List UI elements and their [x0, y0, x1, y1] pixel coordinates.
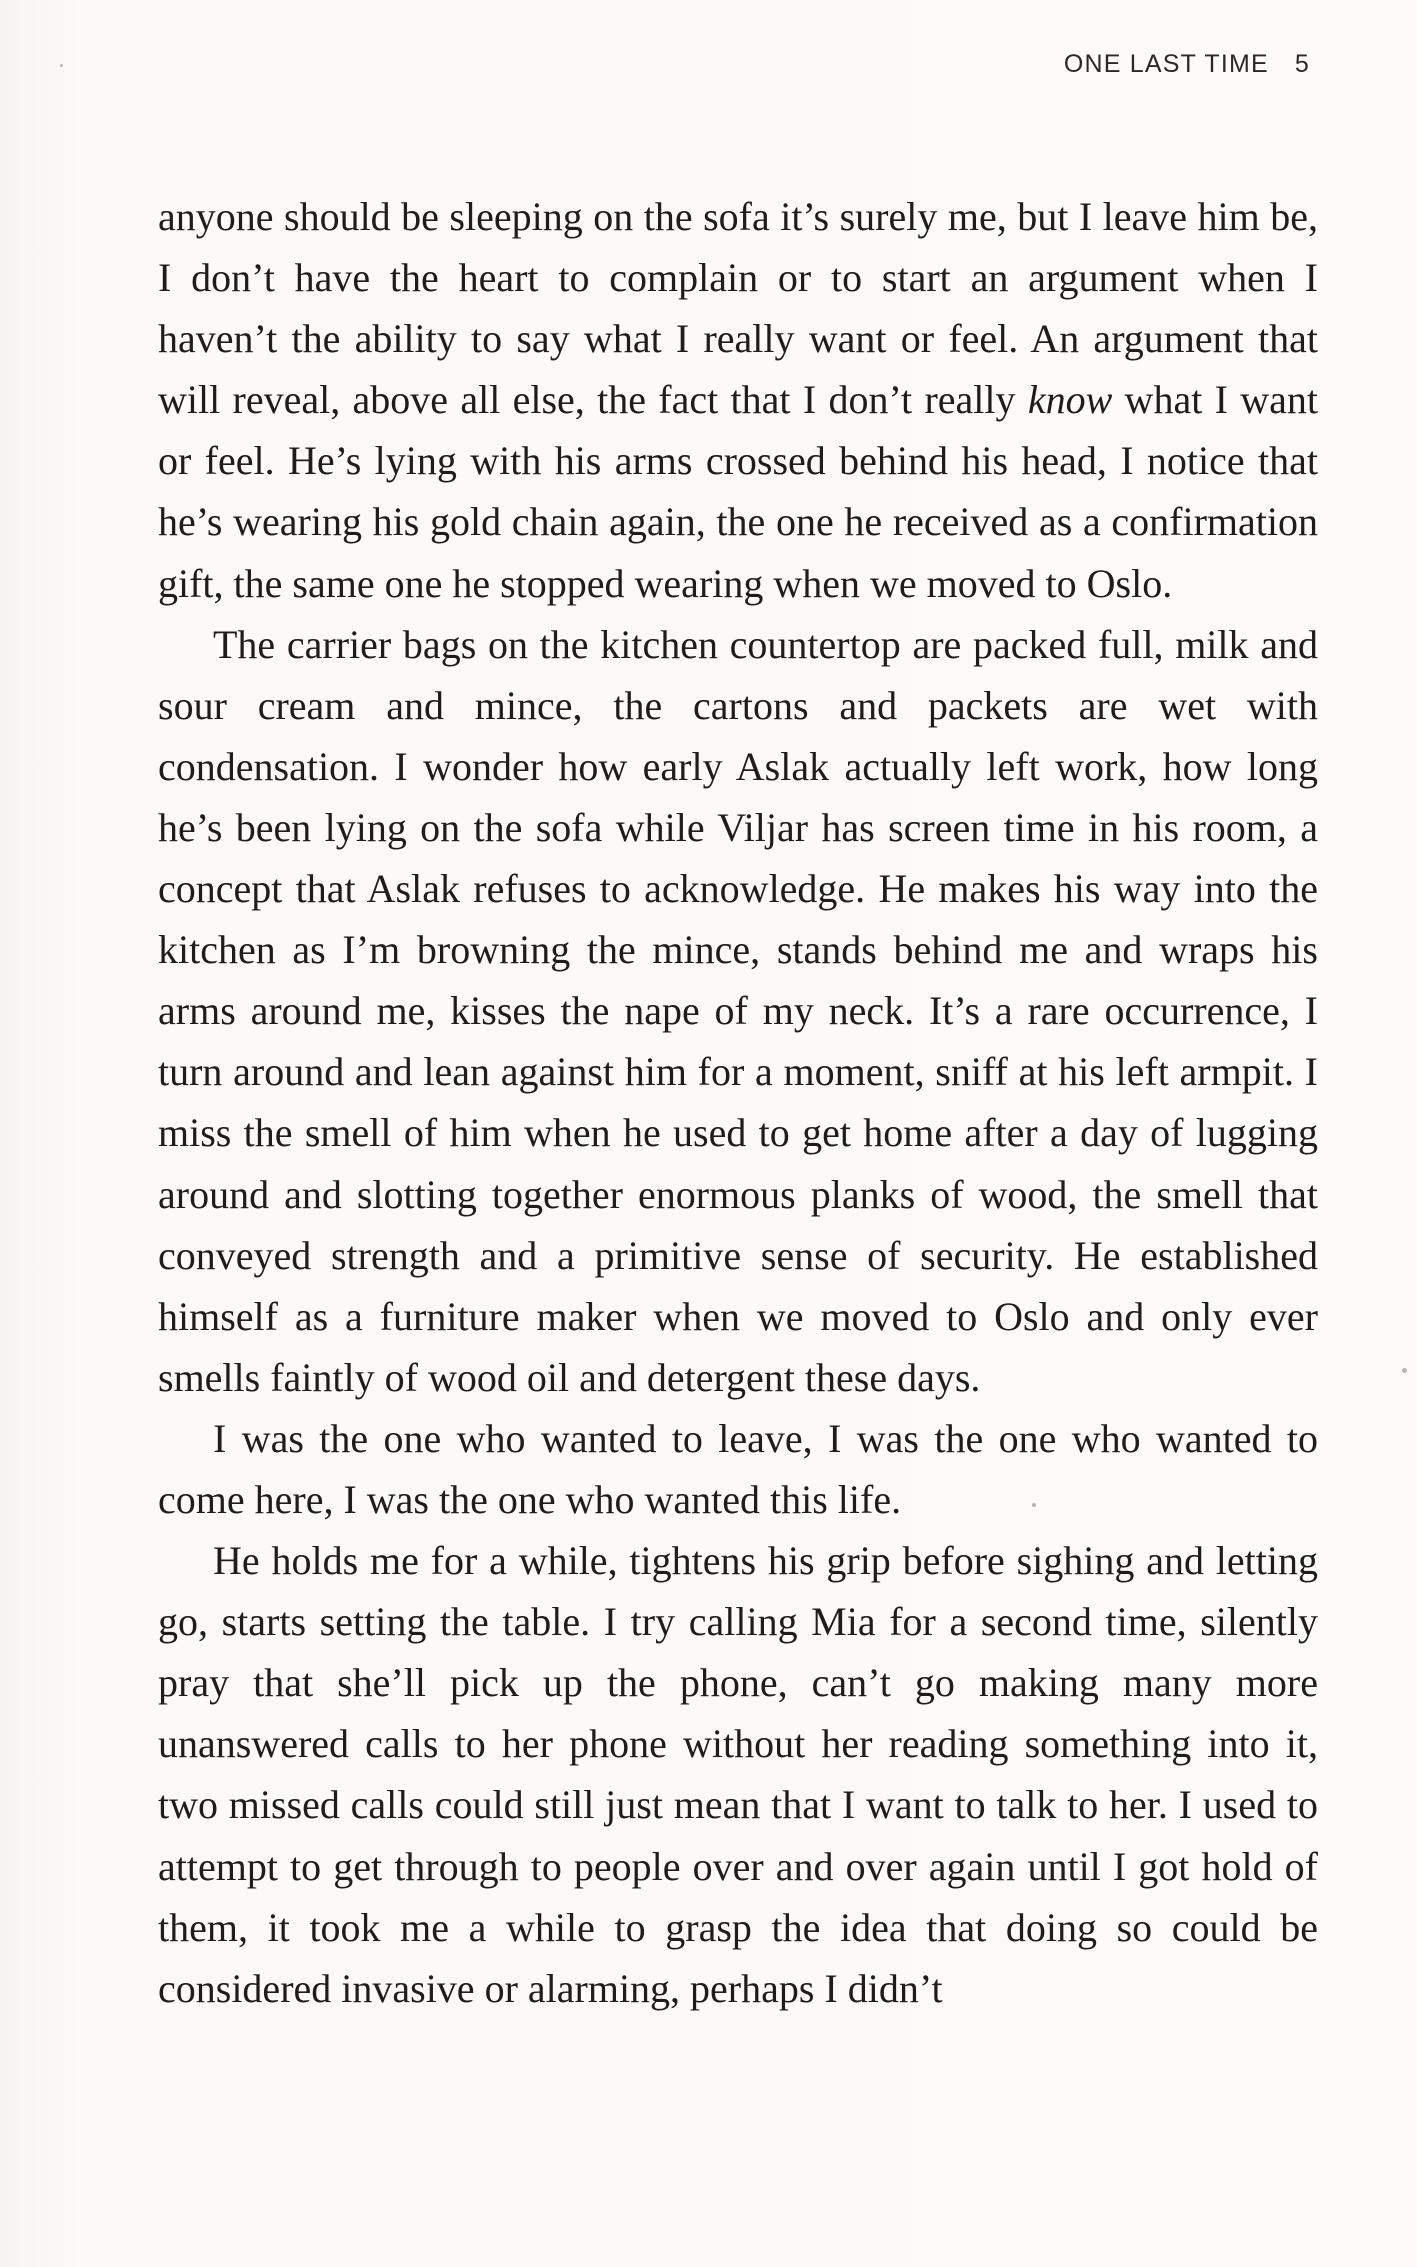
- paragraph-1-start: anyone should be sleeping on the sofa it’s surely me, but I leave him be, I don’t have the heart to complain or to start an argument when I haven’t the ability to say what I really want or feel. An argument that will reveal, above all else, the fact that I don’t really: [158, 194, 1318, 423]
- body-text: [158, 186, 1318, 2019]
- paragraph-4: He holds me for a while, tightens his grip before sighing and letting go, starts setting the table. I try calling Mia for a second time, silently pray that she’ll pick up the phone, can’t go making many more unanswered calls to her phone without her reading something into it, two missed calls could still just mean that I want to talk to her. I used to attempt to get through to people over and over again until I got hold of them, it took me a while to grasp the idea that doing so could be considered invasive or alarming, perhaps I didn’t: [158, 1538, 1318, 2011]
- paper-speck: [1402, 1368, 1407, 1373]
- paragraph-1-end: what I want or feel. He’s lying with his arms crossed behind his head, I notice that he’s wearing his gold chain again, the one he received as a confirmation gift, the same one he stopped wearing when we moved to Oslo.: [158, 377, 1318, 606]
- paragraph-3: I was the one who wanted to leave, I was the one who wanted to come here, I was the one who wanted this life.: [158, 1415, 1318, 1522]
- running-header: [1064, 50, 1310, 79]
- paragraph-1: [158, 186, 1318, 614]
- paragraph-2: The carrier bags on the kitchen countertop are packed full, milk and sour cream and mince, the cartons and packets are wet with condensation. I wonder how early Aslak actually left work, how long he’s been lying on the sofa while Viljar has screen time in his room, a concept that Aslak refuses to acknowledge. He makes his way into the kitchen as I’m browning the mince, stands behind me and wraps his arms around me, kisses the nape of my neck. It’s a rare occurrence, I turn around and lean against him for a moment, sniff at his left armpit. I miss the smell of him when he used to get home after a day of lugging around and slotting together enormous planks of wood, the smell that conveyed strength and a primitive sense of security. He established himself as a furniture maker when we moved to Oslo and only ever smells faintly of wood oil and detergent these days.: [158, 621, 1318, 1400]
- paper-speck: [60, 64, 63, 67]
- page-number: 5: [1294, 50, 1310, 78]
- emphasized-word: know: [1027, 377, 1113, 423]
- running-title: ONE LAST TIME: [1063, 50, 1269, 78]
- paper-speck: [1032, 1503, 1036, 1507]
